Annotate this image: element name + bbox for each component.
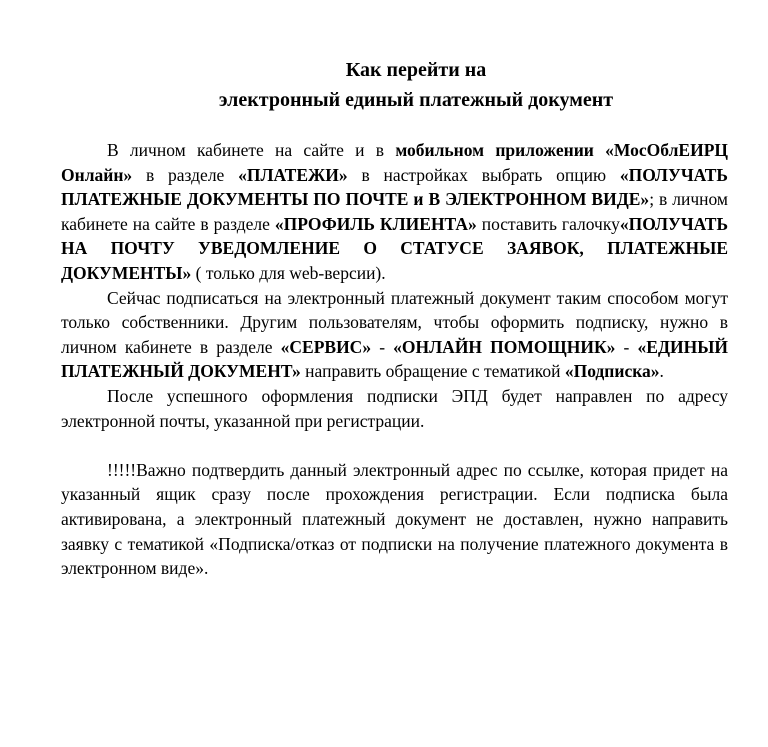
text: Сейчас подписаться на электронный платежный документ таким способом могут только собственники. Другим пользователям, чтобы оформить подписку, нужно в личном кабинете в разделе [61, 287, 728, 357]
paragraph-delivery-info: После успешного оформления подписки ЭПД будет направлен по адресу электронной почты, указанной при регистрации. [61, 385, 728, 431]
document-title [60, 55, 768, 115]
title-line-2: электронный единый платежный документ [218, 89, 614, 111]
text: . [659, 361, 664, 382]
option-receive-documents: «ПОЛУЧАТЬ ПЛАТЕЖНЫЕ ДОКУМЕНТЫ ПО ПОЧТЕ и В ЭЛЕКТРОННОМ ВИДЕ» [61, 164, 728, 210]
text: - [371, 336, 394, 357]
paragraph-important-note: !!!!!Важно подтвердить данный электронный адрес по ссылке, которая придет на указанный ящик сразу после прохождения регистрации. Если подписка была активирована, а электронный платежный документ не доставлен, нужно направить заявку с тематикой «Подписка/отказ от подписки на получение платежного документа в электронном виде». [61, 459, 728, 579]
text: в настройках выбрать опцию [347, 164, 620, 185]
text: В личном кабинете на сайте и в [107, 140, 396, 160]
text: поставить галочку [476, 213, 620, 234]
section-client-profile: «ПРОФИЛЬ КЛИЕНТА» [274, 213, 477, 234]
title-line-1: Как перейти на [345, 59, 487, 81]
app-name: мобильном приложении «МосОблЕИРЦ Онлайн» [61, 140, 728, 185]
section-online-assistant: «ОНЛАЙН ПОМОЩНИК» [393, 336, 616, 357]
topic-subscription: «Подписка» [564, 361, 660, 382]
text: направить обращение с тематикой [300, 361, 565, 382]
section-payments: «ПЛАТЕЖИ» [238, 164, 348, 185]
document-body [61, 138, 728, 581]
option-notifications: «ПОЛУЧАТЬ НА ПОЧТУ УВЕДОМЛЕНИЕ О СТАТУСЕ ЗАЯВОК, ПЛАТЕЖНЫЕ ДОКУМЕНТЫ» [61, 213, 729, 283]
paragraph-owners-only [61, 286, 728, 384]
text: ; в личном кабинете на сайте в разделе [61, 189, 728, 234]
text: - [615, 336, 638, 357]
section-single-payment-document: «ЕДИНЫЙ ПЛАТЕЖНЫЙ ДОКУМЕНТ» [61, 336, 728, 382]
paragraph-subscribe-instructions [61, 138, 728, 286]
text: в разделе [132, 164, 239, 185]
section-service: «СЕРВИС» [280, 336, 372, 357]
text: ( только для web-версии). [191, 262, 386, 283]
